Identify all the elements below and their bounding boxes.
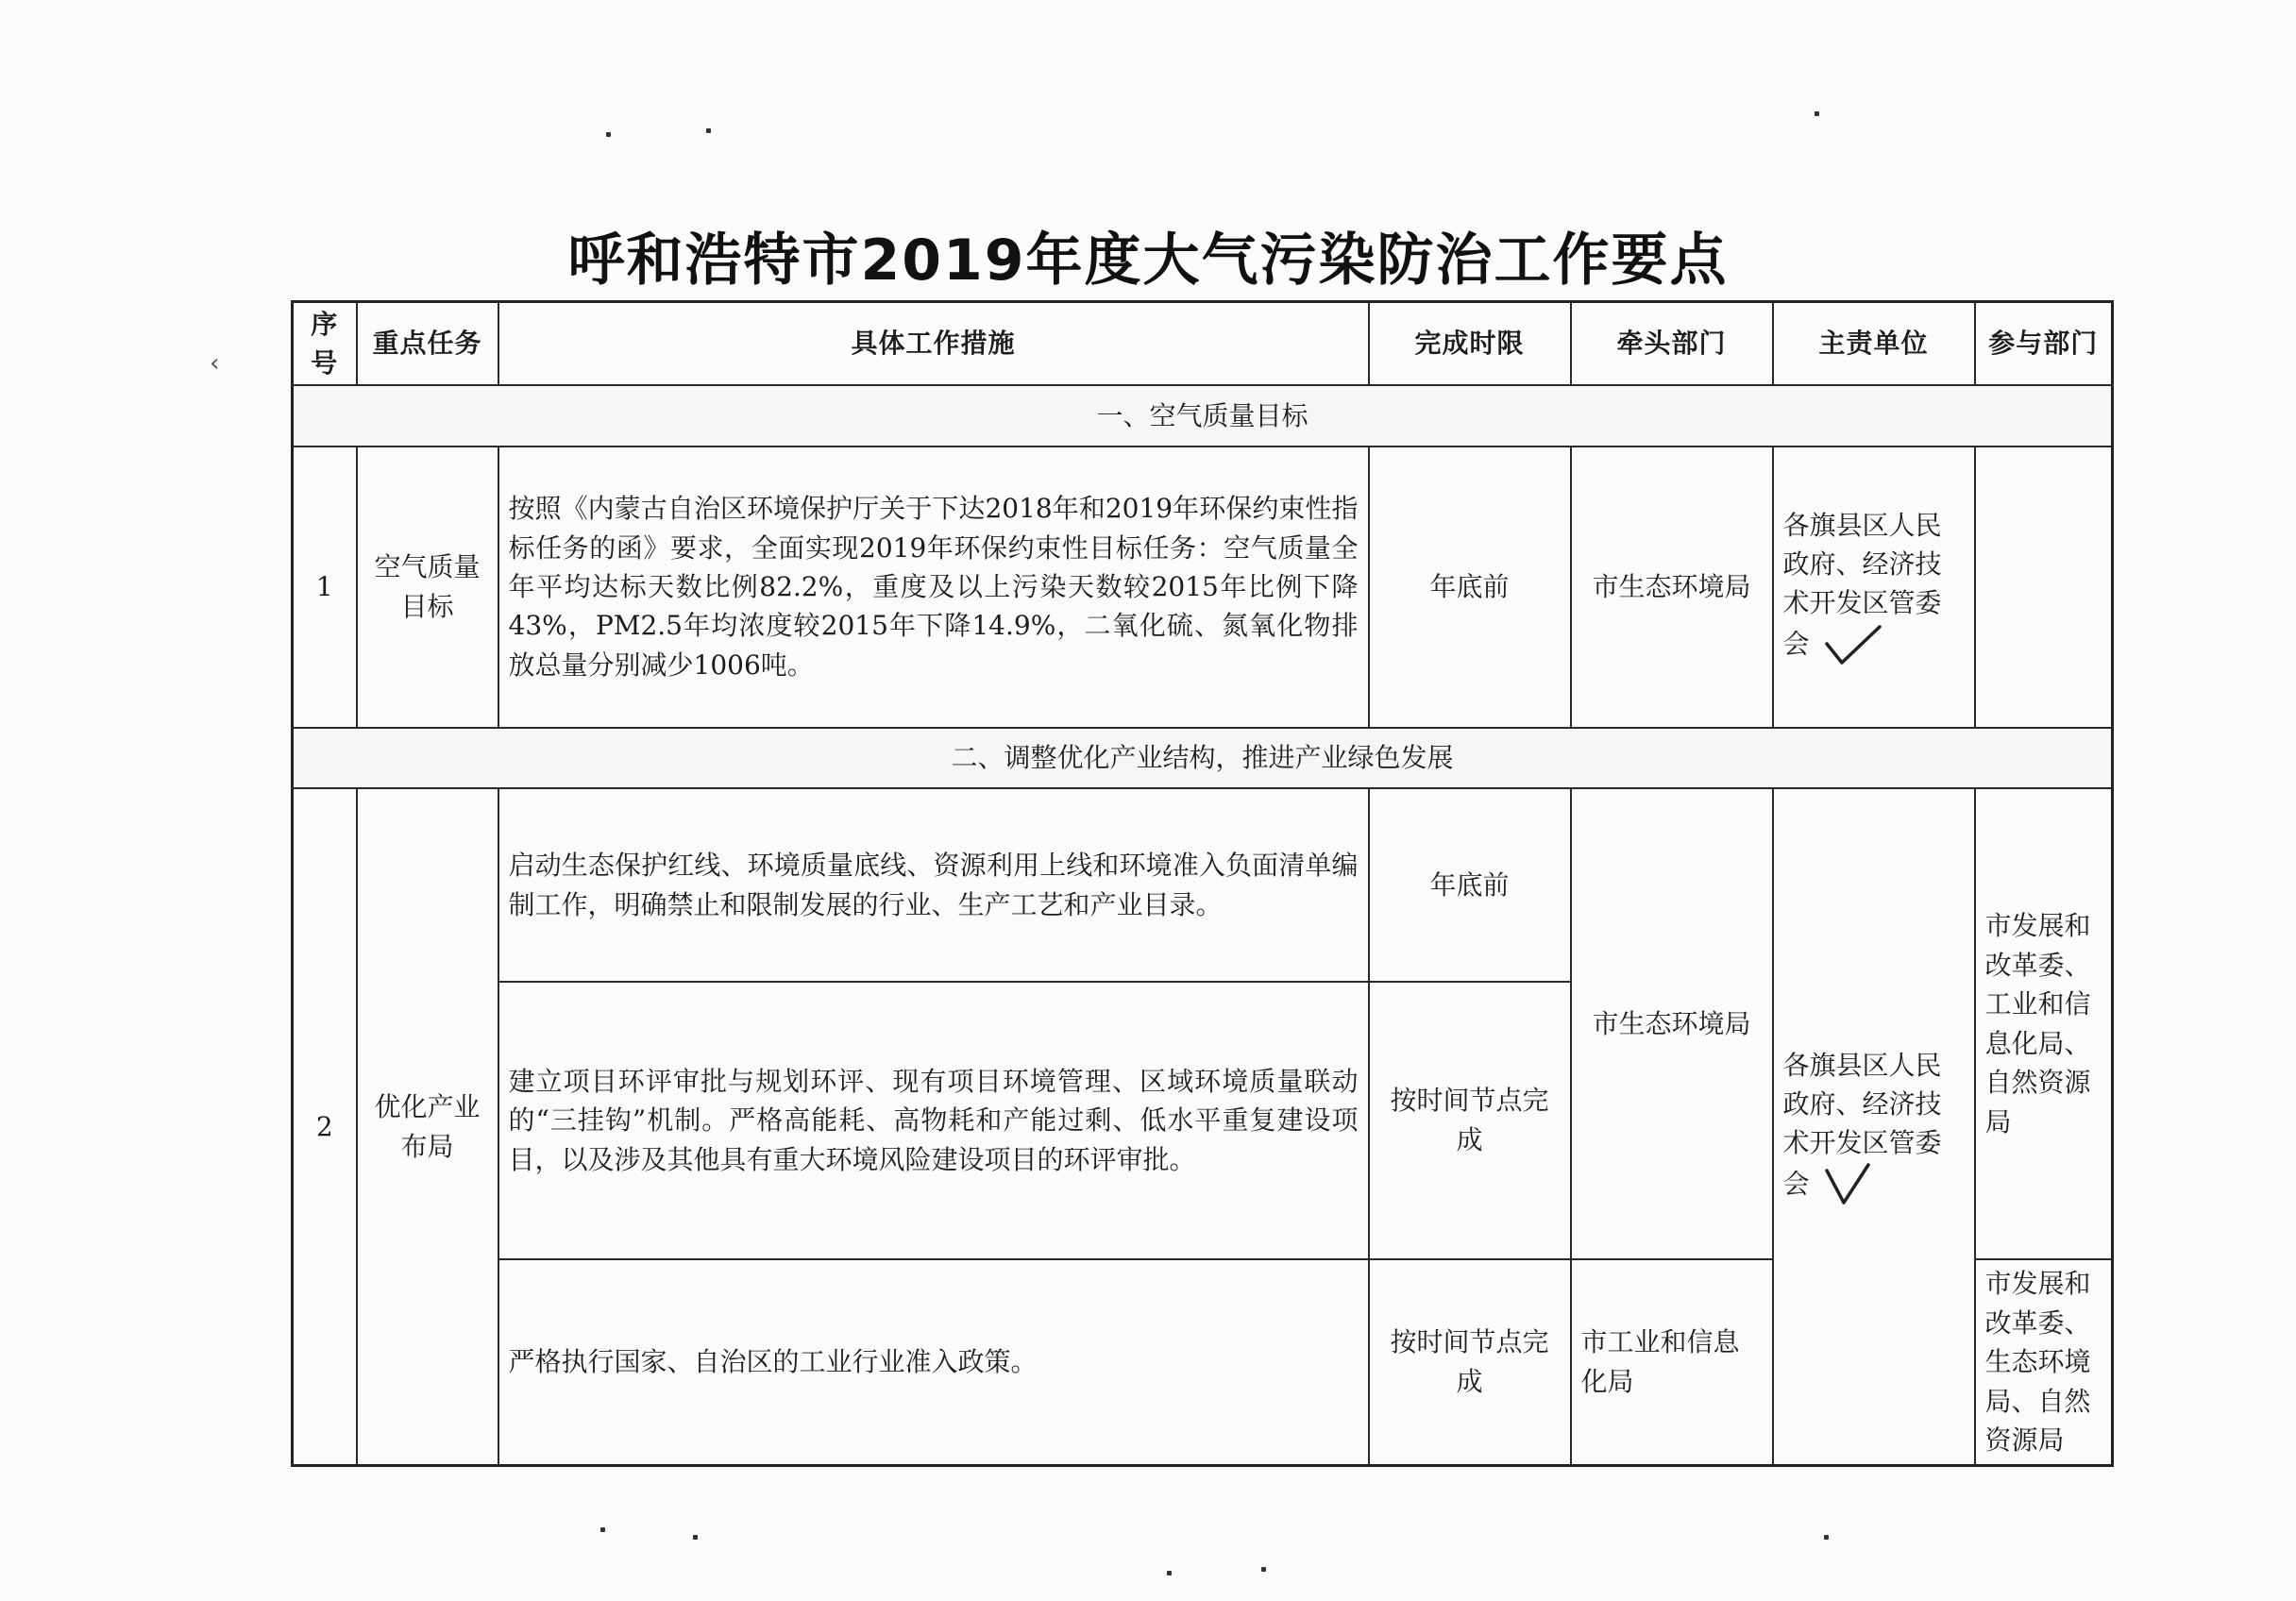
row-index: 2 xyxy=(293,788,357,1465)
scan-speck xyxy=(1261,1567,1266,1572)
checkmark-handwritten-icon xyxy=(1823,623,1883,668)
scan-speck xyxy=(606,132,611,137)
row-measure: 启动生态保护红线、环境质量底线、资源利用上线和环境准入负面清单编制工作，明确禁止和限制发展的行业、生产工艺和产业目录。 xyxy=(498,788,1369,981)
scan-speck xyxy=(1815,111,1819,116)
header-deadline: 完成时限 xyxy=(1369,302,1571,386)
section-row xyxy=(293,385,2113,447)
document-title: 呼和浩特市2019年度大气污染防治工作要点 xyxy=(567,228,1729,294)
row-deadline: 按时间节点完成 xyxy=(1369,1259,1571,1466)
header-lead: 牵头部门 xyxy=(1571,302,1773,386)
row-deadline: 按时间节点完成 xyxy=(1369,982,1571,1259)
row-participants xyxy=(1975,447,2113,728)
header-measure: 具体工作措施 xyxy=(498,302,1369,386)
row-responsible xyxy=(1773,788,1975,1465)
row-lead: 市工业和信息化局 xyxy=(1571,1259,1773,1466)
section-row xyxy=(293,728,2113,789)
row-task: 优化产业布局 xyxy=(357,788,498,1465)
section-title: 一、空气质量目标 xyxy=(293,385,2113,447)
page-margin-mark: ‹ xyxy=(210,349,220,378)
row-measure: 建立项目环评审批与规划环评、现有项目环境管理、区域环境质量联动的“三挂钩”机制。严格高能耗、高物耗和产能过剩、低水平重复建设项目，以及涉及其他具有重大环境风险建设项目的环评审批。 xyxy=(498,982,1369,1259)
header-index: 序号 xyxy=(293,302,357,386)
row-task: 空气质量目标 xyxy=(357,447,498,728)
scan-speck xyxy=(1167,1571,1172,1576)
table-row xyxy=(293,788,2113,981)
row-participants: 市发展和改革委、生态环境局、自然资源局 xyxy=(1975,1259,2113,1466)
row-measure: 按照《内蒙古自治区环境保护厅关于下达2018年和2019年环保约束性指标任务的函》要求，全面实现2019年环保约束性目标任务：空气质量全年平均达标天数比例82.2%，重度及以上污染天数较2015年比例下降43%，PM2.5年均浓度较2015年下降14.9%，二氧化硫、氮氧化物排放总量分别减少1006吨。 xyxy=(498,447,1369,728)
work-plan-table xyxy=(291,300,2114,1467)
row-measure: 严格执行国家、自治区的工业行业准入政策。 xyxy=(498,1259,1369,1466)
table-row xyxy=(293,447,2113,728)
responsible-text: 各旗县区人民政府、经济技术开发区管委会 xyxy=(1782,1049,1942,1200)
header-task: 重点任务 xyxy=(357,302,498,386)
header-participants: 参与部门 xyxy=(1975,302,2113,386)
row-lead: 市生态环境局 xyxy=(1571,788,1773,1258)
scan-speck xyxy=(1824,1535,1829,1540)
row-responsible xyxy=(1773,447,1975,728)
table-header-row xyxy=(293,302,2113,386)
scan-speck xyxy=(693,1535,698,1540)
header-responsible: 主责单位 xyxy=(1773,302,1975,386)
row-deadline: 年底前 xyxy=(1369,447,1571,728)
scan-speck xyxy=(600,1527,605,1532)
row-deadline: 年底前 xyxy=(1369,788,1571,981)
row-lead: 市生态环境局 xyxy=(1571,447,1773,728)
scan-speck xyxy=(706,128,711,133)
section-title: 二、调整优化产业结构，推进产业绿色发展 xyxy=(293,728,2113,789)
row-index: 1 xyxy=(293,447,357,728)
row-participants: 市发展和改革委、工业和信息化局、自然资源局 xyxy=(1975,788,2113,1258)
responsible-text: 各旗县区人民政府、经济技术开发区管委会 xyxy=(1782,509,1942,660)
checkmark-handwritten-icon xyxy=(1823,1163,1872,1208)
